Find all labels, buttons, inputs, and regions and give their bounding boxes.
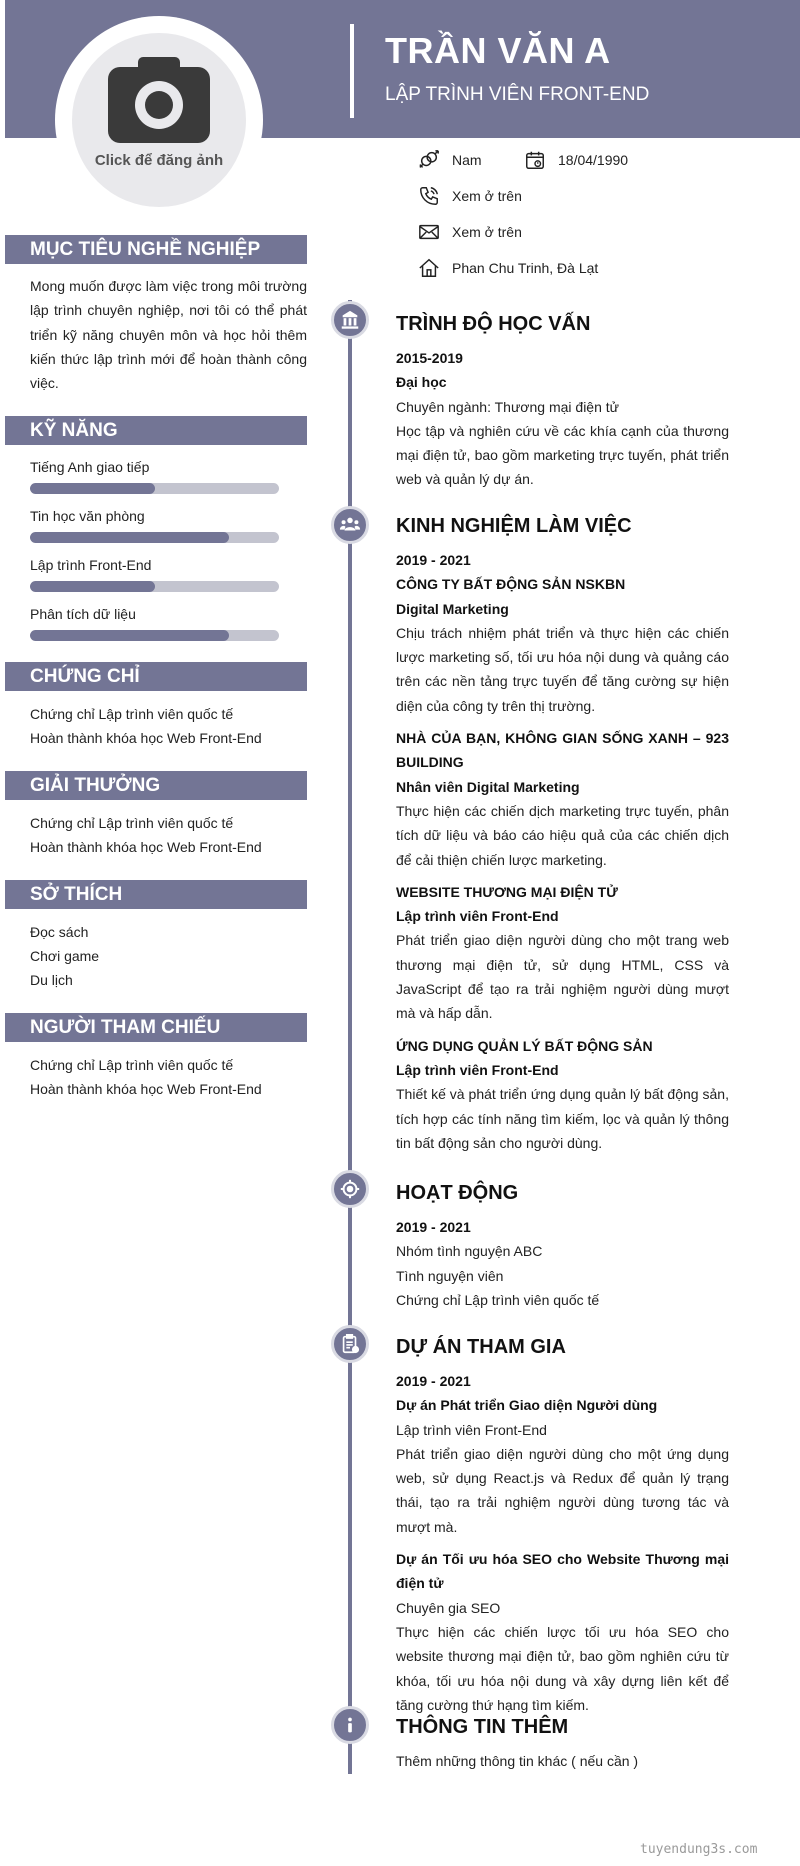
skill-label[interactable]: Phân tích dữ liệu (30, 606, 136, 622)
certificate-item[interactable]: Hoàn thành khóa học Web Front-End (30, 730, 262, 746)
skill-bar (30, 581, 279, 592)
awards-heading: GIẢI THƯỞNG (5, 771, 307, 800)
email-icon (418, 221, 440, 243)
project-description[interactable]: Thực hiện các chiến lược tối ưu hóa SEO cho website thương mại điện tử, bao gồm nghiên cứu từ khóa, tối ưu hóa nội dung và xây dựng liên kết để tăng cường thứ hạng tìm kiếm. (396, 1623, 729, 1713)
job-title[interactable]: LẬP TRÌNH VIÊN FRONT-END (385, 84, 650, 105)
experience-project-name[interactable]: NHÀ CỦA BẠN, KHÔNG GIAN SỐNG XANH – 923 BUILDING (396, 730, 729, 771)
skill-label[interactable]: Lập trình Front-End (30, 557, 152, 573)
gender-icon (418, 149, 440, 171)
activities-organization[interactable]: Nhóm tình nguyện ABC (396, 1243, 543, 1260)
project-name[interactable]: Dự án Tối ưu hóa SEO cho Website Thương mại điện tử (396, 1551, 729, 1592)
extra-info-heading: THÔNG TIN THÊM (396, 1716, 569, 1738)
education-period[interactable]: 2015-2019 (396, 350, 463, 366)
gear-icon (331, 1170, 369, 1208)
experience-project-role[interactable]: Lập trình viên Front-End (396, 1061, 559, 1078)
activities-period[interactable]: 2019 - 2021 (396, 1219, 471, 1235)
experience-project-name[interactable]: ỨNG DỤNG QUẢN LÝ BẤT ĐỘNG SẢN (396, 1037, 653, 1054)
experience-project-description[interactable]: Thực hiện các chiến dịch marketing trực tuyến, phân tích dữ liệu và báo cáo hiệu quả của các chiến dịch để cải thiện chiến lược marketing. (396, 802, 729, 868)
experience-description[interactable]: Chịu trách nhiệm phát triển và thực hiện các chiến lược marketing số, tối ưu hóa nội dung và quảng cáo trên các nền tảng trực tuyến để tăng cường sự hiện diện của công ty trên thị trường. (396, 624, 729, 714)
hobby-item[interactable]: Du lịch (30, 972, 73, 988)
project-role[interactable]: Chuyên gia SEO (396, 1599, 501, 1616)
home-icon (418, 257, 440, 279)
address-row (418, 257, 598, 279)
birthdate-row (524, 149, 628, 171)
reference-item[interactable]: Hoàn thành khóa học Web Front-End (30, 1081, 262, 1097)
activities-block (396, 1215, 729, 1312)
objective-text[interactable]: Mong muốn được làm việc trong môi trường lập trình chuyên nghiệp, nơi tôi có thể phát triển kỹ năng chuyên môn và học hỏi thêm kiến thức lập trình mới để hoàn thành công việc. (30, 278, 307, 392)
birthdate-value[interactable]: 18/04/1990 (558, 152, 629, 168)
calendar-icon (524, 149, 546, 171)
experience-project-role[interactable]: Lập trình viên Front-End (396, 908, 559, 925)
projects-period[interactable]: 2019 - 2021 (396, 1373, 471, 1389)
email-row (418, 221, 522, 243)
activities-heading: HOẠT ĐỘNG (396, 1182, 519, 1204)
header-divider (350, 24, 354, 118)
hobby-item[interactable]: Chơi game (30, 948, 100, 964)
clipboard-icon (331, 1325, 369, 1363)
education-degree[interactable]: Đại học (396, 374, 447, 391)
email-value[interactable]: Xem ở trên (452, 224, 522, 240)
experience-project-name[interactable]: WEBSITE THƯƠNG MẠI ĐIỆN TỬ (396, 883, 618, 900)
experience-project-description[interactable]: Phát triển giao diện người dùng cho một trang web thương mại điện tử, sử dụng HTML, CSS và JavaScript để tạo ra trải nghiệm người dùng mượt mà và hấp dẫn. (396, 932, 729, 1022)
candidate-name[interactable]: TRẦN VĂN A (385, 30, 611, 71)
phone-row (418, 185, 522, 207)
gender-value[interactable]: Nam (452, 152, 482, 168)
projects-heading: DỰ ÁN THAM GIA (396, 1336, 566, 1358)
project-role[interactable]: Lập trình viên Front-End (396, 1421, 547, 1438)
experience-project-role[interactable]: Nhân viên Digital Marketing (396, 778, 580, 795)
reference-item[interactable]: Chứng chỉ Lập trình viên quốc tế (30, 1057, 234, 1073)
phone-icon (418, 185, 440, 207)
skill-bar-fill (30, 630, 229, 641)
hobbies-heading: SỞ THÍCH (5, 880, 307, 909)
certificates-heading: CHỨNG CHỈ (5, 662, 307, 691)
school-icon (331, 301, 369, 339)
objective-heading: MỤC TIÊU NGHỀ NGHIỆP (5, 235, 307, 264)
experience-period[interactable]: 2019 - 2021 (396, 552, 471, 568)
info-icon (331, 1706, 369, 1744)
skill-bar (30, 532, 279, 543)
project-name[interactable]: Dự án Phát triển Giao diện Người dùng (396, 1397, 658, 1414)
award-item[interactable]: Hoàn thành khóa học Web Front-End (30, 839, 262, 855)
project-description[interactable]: Phát triển giao diện người dùng cho một ứng dụng web, sử dụng React.js và Redux để quản lý trạng thái, tạo ra trải nghiệm người dùng tương tác và mượt mà. (396, 1445, 729, 1535)
watermark: tuyendung3s.com (640, 1842, 758, 1857)
team-icon (331, 506, 369, 544)
references-heading: NGƯỜI THAM CHIẾU (5, 1013, 307, 1042)
upload-photo-label[interactable]: Click để đăng ảnh (94, 152, 224, 169)
extra-info-text[interactable]: Thêm những thông tin khác ( nếu cần ) (396, 1753, 639, 1769)
skill-bar-fill (30, 532, 229, 543)
hobby-item[interactable]: Đọc sách (30, 924, 89, 940)
address-value[interactable]: Phan Chu Trinh, Đà Lạt (452, 260, 599, 276)
camera-icon[interactable] (108, 55, 210, 145)
experience-role[interactable]: Digital Marketing (396, 600, 509, 617)
skill-bar (30, 483, 279, 494)
skills-heading: KỸ NĂNG (5, 416, 307, 445)
skill-bar (30, 630, 279, 641)
certificate-item[interactable]: Chứng chỉ Lập trình viên quốc tế (30, 706, 234, 722)
experience-block (396, 548, 729, 1155)
skill-label[interactable]: Tiếng Anh giao tiếp (30, 459, 150, 475)
gender-row (418, 149, 482, 171)
experience-project-description[interactable]: Thiết kế và phát triển ứng dụng quản lý bất động sản, tích hợp các tính năng tìm kiếm, lọc và quản lý thông tin bất động sản cho người dùng. (396, 1086, 729, 1151)
education-block (396, 346, 729, 492)
award-item[interactable]: Chứng chỉ Lập trình viên quốc tế (30, 815, 234, 831)
extra-info-block (396, 1749, 729, 1773)
skill-label[interactable]: Tin học văn phòng (30, 508, 145, 524)
activities-role[interactable]: Tình nguyện viên (396, 1267, 504, 1284)
experience-heading: KINH NGHIỆM LÀM VIỆC (396, 515, 632, 537)
projects-block (396, 1369, 729, 1717)
education-description[interactable]: Học tập và nghiên cứu về các khía cạnh của thương mại điện tử, bao gồm marketing trực tuyến, phát triển web và quản lý dự án. (396, 422, 729, 488)
education-major[interactable]: Chuyên ngành: Thương mại điện tử (396, 398, 620, 415)
skill-bar-fill (30, 581, 155, 592)
skill-bar-fill (30, 483, 155, 494)
experience-company[interactable]: CÔNG TY BẤT ĐỘNG SẢN NSKBN (396, 576, 626, 593)
activities-note[interactable]: Chứng chỉ Lập trình viên quốc tế (396, 1291, 600, 1308)
education-heading: TRÌNH ĐỘ HỌC VẤN (396, 313, 591, 335)
phone-value[interactable]: Xem ở trên (452, 188, 522, 204)
